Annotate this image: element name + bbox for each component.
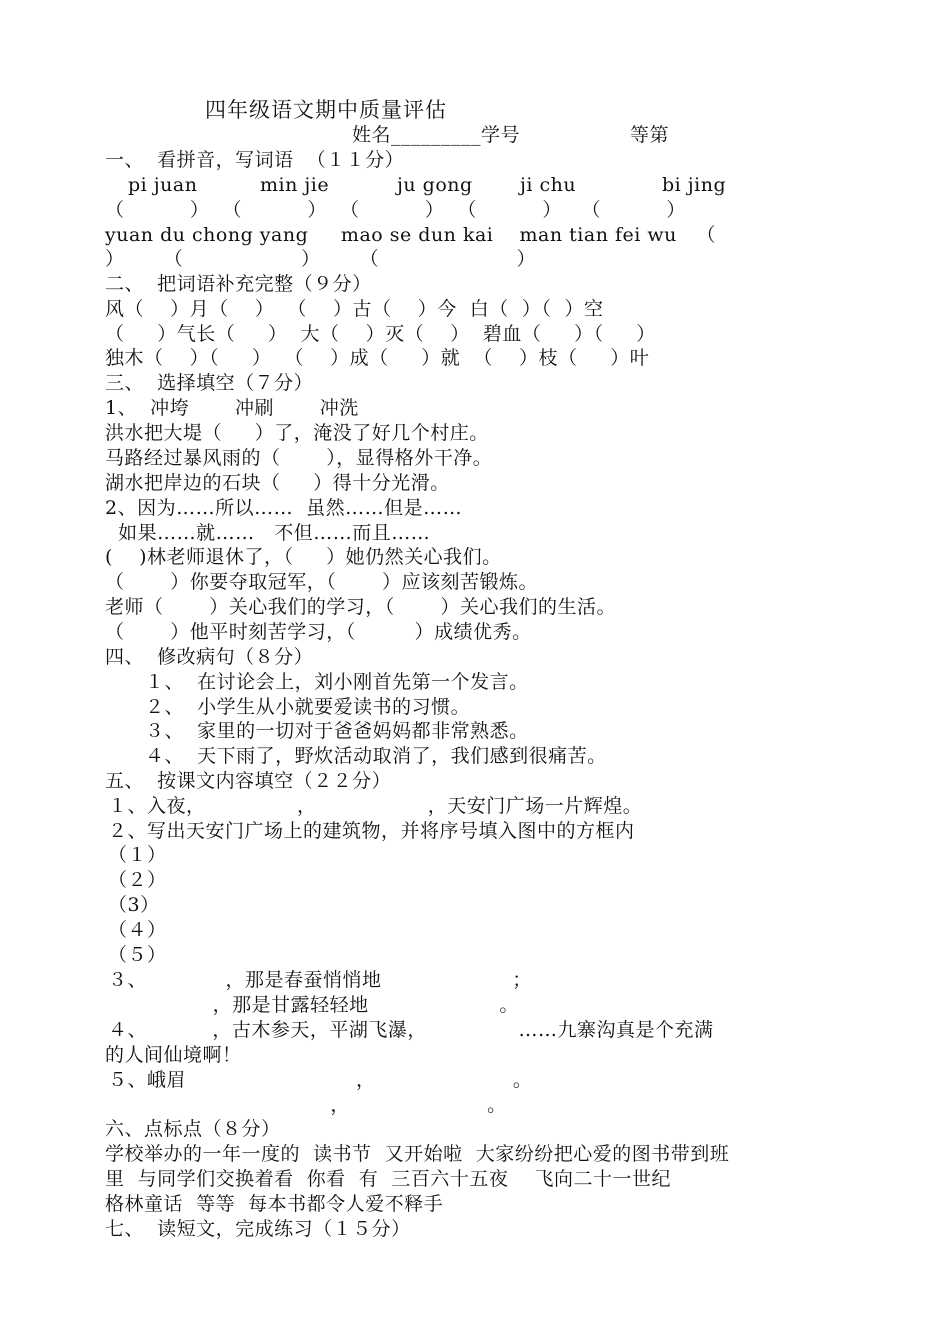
idiom-row-1[interactable]: 风（ ）月（ ） （ ）古（ ）今 白（ ）（ ）空: [105, 298, 604, 320]
fill-sentence[interactable]: （ ）他平时刻苦学习，（ ）成绩优秀。: [105, 621, 532, 643]
fill-sentence[interactable]: 马路经过暴风雨的（ ），显得格外干净。: [105, 447, 493, 469]
punctuation-paragraph[interactable]: 学校举办的一年一度的 读书节 又开始啦 大家纷纷把心爱的图书带到班: [105, 1143, 730, 1165]
sick-sentence: １、 在讨论会上，刘小刚首先第一个发言。: [145, 671, 529, 693]
list-item[interactable]: （１）: [108, 844, 167, 866]
punctuation-paragraph[interactable]: 里 与同学们交换着看 你看 有 三百六十五夜 飞向二十一世纪: [105, 1168, 671, 1190]
fill-line: ２、写出天安门广场上的建筑物，并将序号填入图中的方框内: [108, 820, 635, 842]
choice-words-1: 1、 冲垮 冲刷 冲洗: [105, 397, 359, 419]
fill-line[interactable]: ４、 ，古木参天，平湖飞瀑， ……九寨沟真是个充满: [108, 1019, 714, 1041]
fill-sentence[interactable]: ( )林老师退休了，（ ）她仍然关心我们。: [105, 546, 502, 568]
idiom-row-3[interactable]: 独木（ ）（ ） （ ）成（ ）就 （ ）枝（ ）叶: [105, 347, 650, 369]
sick-sentence: ２、 小学生从小就要爱读书的习惯。: [145, 696, 471, 718]
pinyin-3: ju gong: [397, 174, 473, 196]
page-title: 四年级语文期中质量评估: [205, 98, 447, 122]
fill-line[interactable]: ５、峨眉 ， 。: [108, 1069, 533, 1091]
section7-heading: 七、 读短文，完成练习（１５分）: [105, 1218, 411, 1240]
fill-sentence[interactable]: 洪水把大堤（ ）了，淹没了好几个村庄。: [105, 422, 489, 444]
section1-heading: 一、 看拼音，写词语 （１１分）: [105, 149, 405, 171]
fill-line: 的人间仙境啊！: [105, 1044, 242, 1066]
fill-line[interactable]: ３、 ，那是春蚕悄悄地 ；: [108, 969, 532, 991]
list-item[interactable]: （２）: [108, 869, 167, 891]
section4-heading: 四、 修改病句（８分）: [105, 646, 314, 668]
sick-sentence: ４、 天下雨了，野炊活动取消了，我们感到很痛苦。: [145, 745, 607, 767]
section6-heading: 六、点标点（８分）: [105, 1118, 281, 1140]
pinyin-5: bi jing: [662, 174, 727, 196]
fill-line[interactable]: ， 。: [108, 1094, 507, 1116]
list-item[interactable]: （４）: [108, 919, 167, 941]
list-item[interactable]: （５）: [108, 944, 167, 966]
answer-brackets-1[interactable]: （ ） （ ） （ ） （ ） （ ）: [105, 199, 686, 221]
pinyin-2: min jie: [260, 174, 330, 196]
idiom-row-2[interactable]: （ ）气长（ ） 大（ ）灭（ ） 碧血（ ）（ ）: [105, 323, 656, 345]
section2-heading: 二、 把词语补充完整（９分）: [105, 273, 372, 295]
section3-heading: 三、 选择填空（７分）: [105, 372, 314, 394]
name-number-field: 姓名_________学号: [352, 124, 521, 146]
section5-heading: 五、 按课文内容填空（２２分）: [105, 770, 392, 792]
answer-brackets-2[interactable]: ） （ ） （ ）: [105, 248, 537, 270]
fill-sentence[interactable]: 湖水把岸边的石块（ ）得十分光滑。: [105, 472, 450, 494]
grade-label: 等第: [630, 124, 670, 146]
pinyin-row-2: yuan du chong yang mao se dun kai man tian fei wu （: [105, 224, 716, 246]
choice-words-2b: 如果……就…… 不但……而且……: [105, 522, 431, 544]
fill-sentence[interactable]: 老师（ ）关心我们的学习，（ ）关心我们的生活。: [105, 596, 617, 618]
choice-words-2: 2、因为……所以…… 虽然……但是……: [105, 497, 463, 519]
fill-sentence[interactable]: （ ）你要夺取冠军，（ ）应该刻苦锻炼。: [105, 571, 539, 593]
sick-sentence: ３、 家里的一切对于爸爸妈妈都非常熟悉。: [145, 720, 529, 742]
pinyin-4: ji chu: [520, 174, 577, 196]
fill-line[interactable]: ，那是甘露轻轻地 。: [108, 994, 519, 1016]
fill-line[interactable]: １、入夜， ， ，天安门广场一片辉煌。: [108, 795, 643, 817]
pinyin-1: pi juan: [128, 174, 198, 196]
punctuation-paragraph[interactable]: 格林童话 等等 每本书都令人爱不释手: [105, 1193, 444, 1215]
list-item[interactable]: （3）: [108, 894, 160, 916]
